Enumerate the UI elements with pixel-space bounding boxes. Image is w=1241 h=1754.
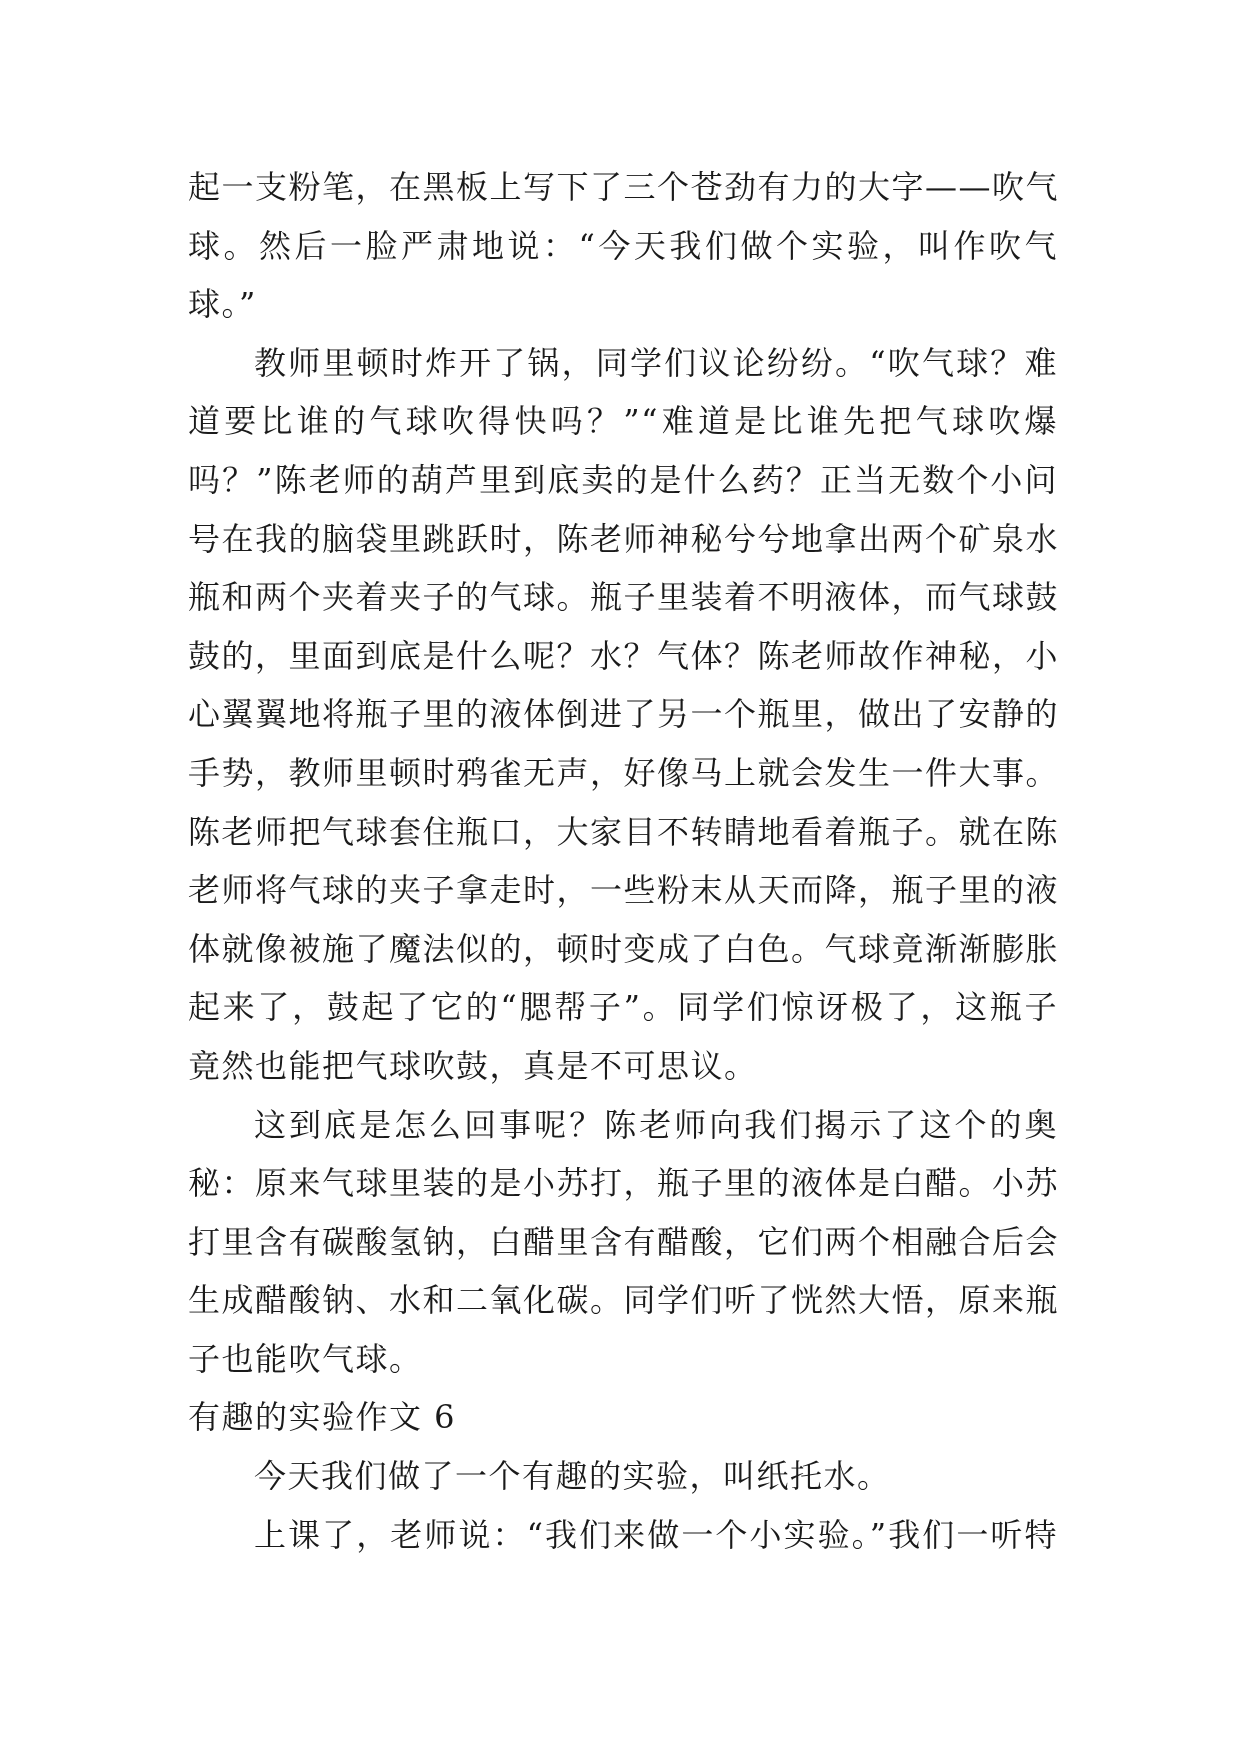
- text-line: 道要比谁的气球吹得快吗？”“难道是比谁先把气球吹爆: [188, 402, 1058, 441]
- text-line: 号在我的脑袋里跳跃时，陈老师神秘兮兮地拿出两个矿泉水: [188, 519, 1060, 558]
- text-line: 这到底是怎么回事呢？陈老师向我们揭示了这个的奥: [254, 1105, 1058, 1144]
- text-line: 瓶和两个夹着夹子的气球。瓶子里装着不明液体，而气球鼓: [188, 578, 1060, 617]
- text-line: 心翼翼地将瓶子里的液体倒进了另一个瓶里，做出了安静的: [188, 695, 1060, 734]
- text-line: 教师里顿时炸开了锅，同学们议论纷纷。“吹气球？难: [254, 343, 1058, 382]
- text-line: 生成醋酸钠、水和二氧化碳。同学们听了恍然大悟，原来瓶: [188, 1281, 1060, 1320]
- text-line: 体就像被施了魔法似的，顿时变成了白色。气球竟渐渐膨胀: [188, 929, 1060, 968]
- text-line: 球。然后一脸严肃地说：“今天我们做个实验，叫作吹气: [188, 226, 1058, 265]
- text-line: 吗？”陈老师的葫芦里到底卖的是什么药？正当无数个小问: [188, 460, 1058, 499]
- text-line: 老师将气球的夹子拿走时，一些粉末从天而降，瓶子里的液: [188, 871, 1060, 910]
- document-body: [188, 158, 1058, 1564]
- section-heading: 有趣的实验作文 6: [188, 1398, 457, 1437]
- text-line: 上课了，老师说：“我们来做一个小实验。”我们一听特: [254, 1515, 1058, 1554]
- text-line: 起来了，鼓起了它的“腮帮子”。同学们惊讶极了，这瓶子: [188, 988, 1058, 1027]
- text-line: 鼓的，里面到底是什么呢？水？气体？陈老师故作神秘，小: [188, 636, 1060, 675]
- text-line: 秘：原来气球里装的是小苏打，瓶子里的液体是白醋。小苏: [188, 1164, 1060, 1203]
- text-line: 起一支粉笔，在黑板上写下了三个苍劲有力的大字——吹气: [188, 168, 1060, 206]
- text-line: 陈老师把气球套住瓶口，大家目不转睛地看着瓶子。就在陈: [188, 812, 1060, 851]
- text-line: 今天我们做了一个有趣的实验，叫纸托水。: [254, 1457, 891, 1496]
- text-line: 打里含有碳酸氢钠，白醋里含有醋酸，它们两个相融合后会: [188, 1222, 1060, 1261]
- text-line: 球。”: [188, 285, 257, 324]
- text-line: 手势，教师里顿时鸦雀无声，好像马上就会发生一件大事。: [188, 753, 1060, 792]
- text-line: 子也能吹气球。: [188, 1339, 423, 1378]
- text-line: 竟然也能把气球吹鼓，真是不可思议。: [188, 1046, 758, 1085]
